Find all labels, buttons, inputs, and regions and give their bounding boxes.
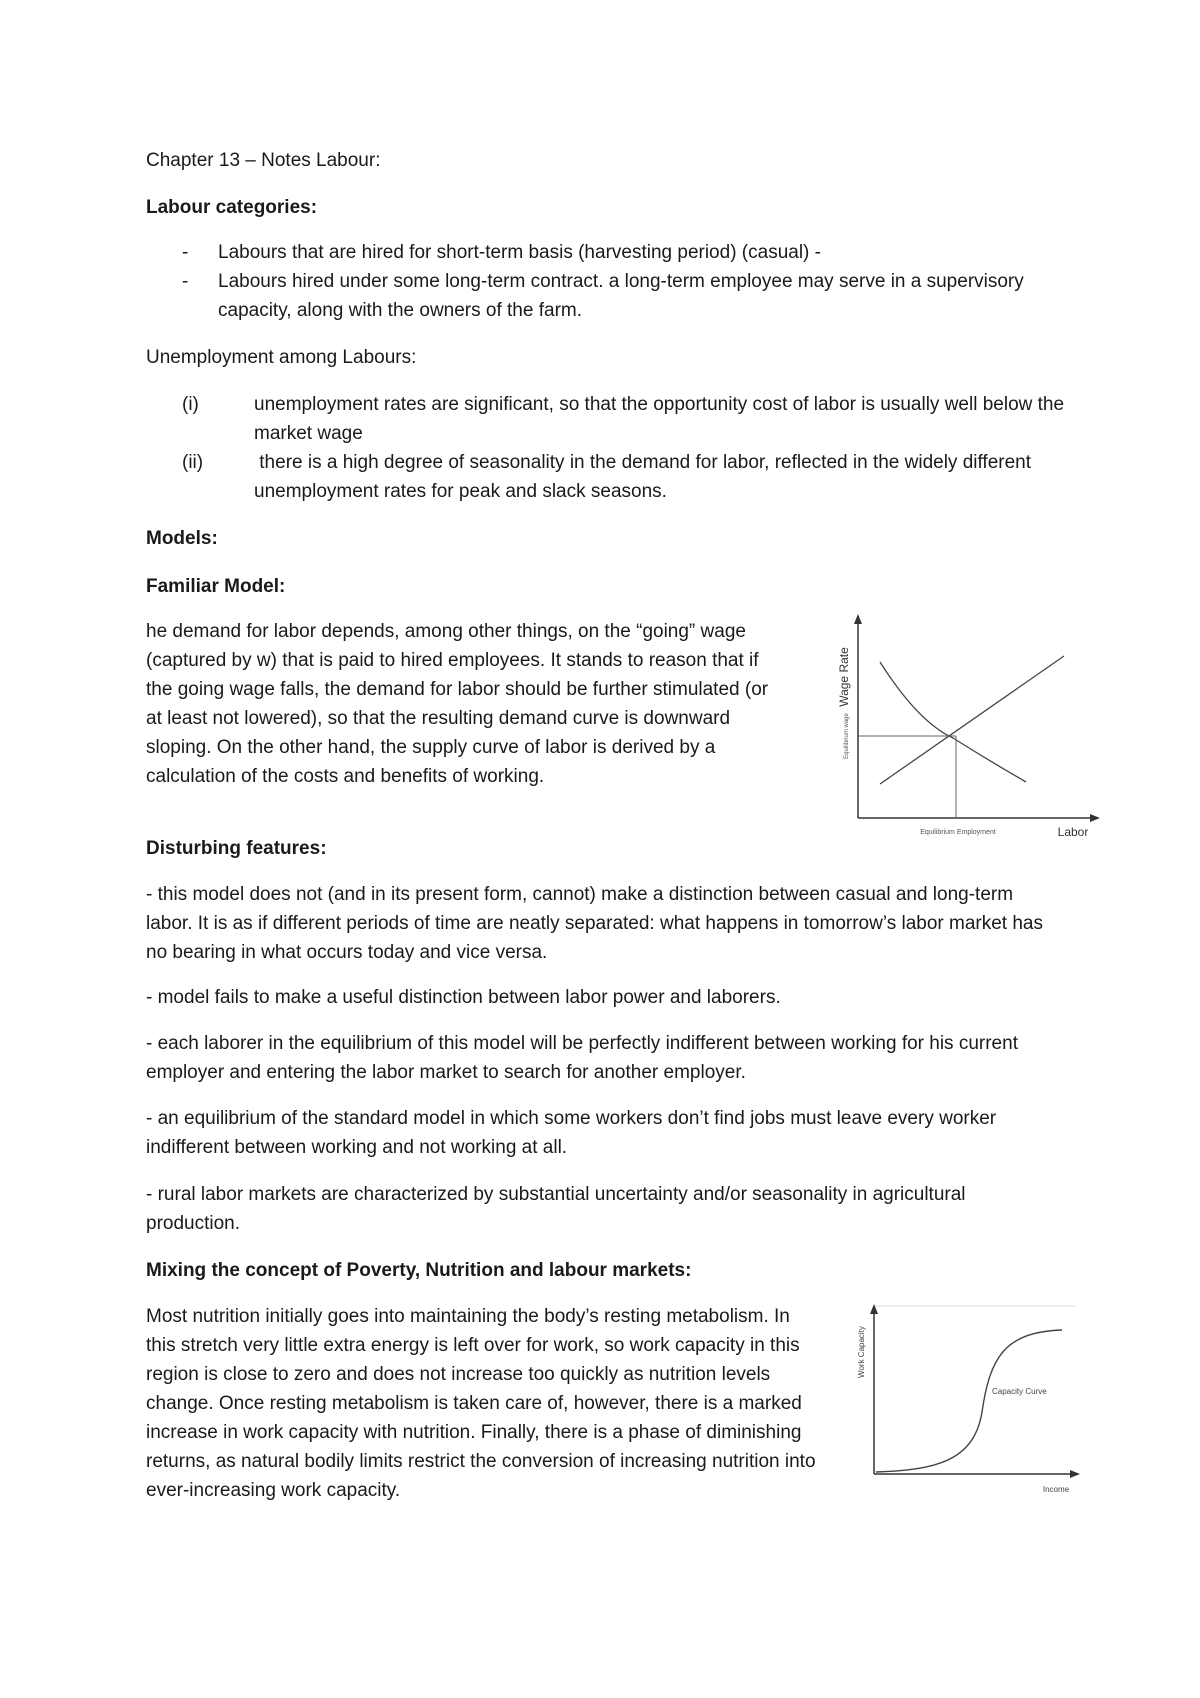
x-marker-label: Equilibrium Employment [920,829,996,836]
page-title: Chapter 13 – Notes Labour: [146,150,381,171]
capacity-curve-diagram [844,1302,1088,1502]
list-item: - each laborer in the equilibrium of this model will be perfectly indifferent between working for his current employer and entering the labor market to search for another employer. [146,1033,1018,1083]
y-axis-arrow-icon [854,614,862,624]
list-marker: (ii) [182,452,204,473]
unemployment-heading: Unemployment among Labours: [146,347,417,368]
disturbing-features-heading: Disturbing features: [146,838,327,859]
bullet-dash: - [182,271,189,292]
y-axis-label: Work Capacity [857,1326,866,1378]
list-item: - rural labor markets are characterized by substantial uncertainty and/or seasonality in agricultural production. [146,1184,966,1234]
list-item: - model fails to make a useful distinction between labor power and laborers. [146,987,781,1008]
familiar-model-text: he demand for labor depends, among other things, on the “going” wage (captured by w) that is paid to hired employees. It stands to reason that if the going wage falls, the demand for labor should be further stimulated (or at least not lowered), so that the resulting demand curve is downward sloping. On the other hand, the supply curve of labor is derived by a calculation of the costs and benefits of working. [146,621,769,787]
familiar-model-heading: Familiar Model: [146,576,286,597]
list-item-text: unemployment rates are significant, so that the opportunity cost of labor is usually well below the market wage [254,394,1065,444]
supply-curve [880,656,1064,784]
x-axis-arrow-icon [1070,1470,1080,1478]
x-axis-arrow-icon [1090,814,1100,822]
y-marker-label: Equilibrium wage [844,713,850,759]
list-item-text: Labours that are hired for short-term basis (harvesting period) (casual) - [218,242,821,263]
y-axis-label: Wage Rate [837,647,851,707]
x-axis-label: Income [1042,1485,1070,1494]
list-item: - an equilibrium of the standard model in which some workers don’t find jobs must leave every worker indifferent between working and not working at all. [146,1108,997,1158]
capacity-curve [876,1330,1062,1472]
curve-label: Capacity Curve [992,1387,1047,1396]
list-item: - this model does not (and in its present form, cannot) make a distinction between casual and long-term labor. It is as if different periods of time are neatly separated: what happens in tomorrow’s labor market has no bearing in what occurs today and vice versa. [146,884,1043,963]
labour-categories-heading: Labour categories: [146,197,318,218]
x-axis-label: Labor [1057,825,1089,839]
poverty-text: Most nutrition initially goes into maintaining the body’s resting metabolism. In this stretch very little extra energy is left over for work, so work capacity in this region is close to zero and does not increase too quickly as nutrition levels change. Once resting metabolism is taken care of, however, there is a marked increase in work capacity with nutrition. Finally, there is a phase of diminishing returns, as natural bodily limits restrict the conversion of increasing nutrition into ever-increasing work capacity. [146,1306,816,1501]
list-marker: (i) [182,394,199,415]
list-item-text: there is a high degree of seasonality in the demand for labor, reflected in the widely different unemployment rates for peak and slack seasons. [254,452,1037,502]
models-heading: Models: [146,528,218,549]
demand-curve [880,662,1026,782]
bullet-dash: - [182,242,189,263]
list-item-text: Labours hired under some long-term contract. a long-term employee may serve in a supervisory capacity, along with the owners of the farm. [218,271,1024,321]
poverty-heading: Mixing the concept of Poverty, Nutrition and labour markets: [146,1260,692,1281]
labour-market-diagram [818,612,1108,844]
